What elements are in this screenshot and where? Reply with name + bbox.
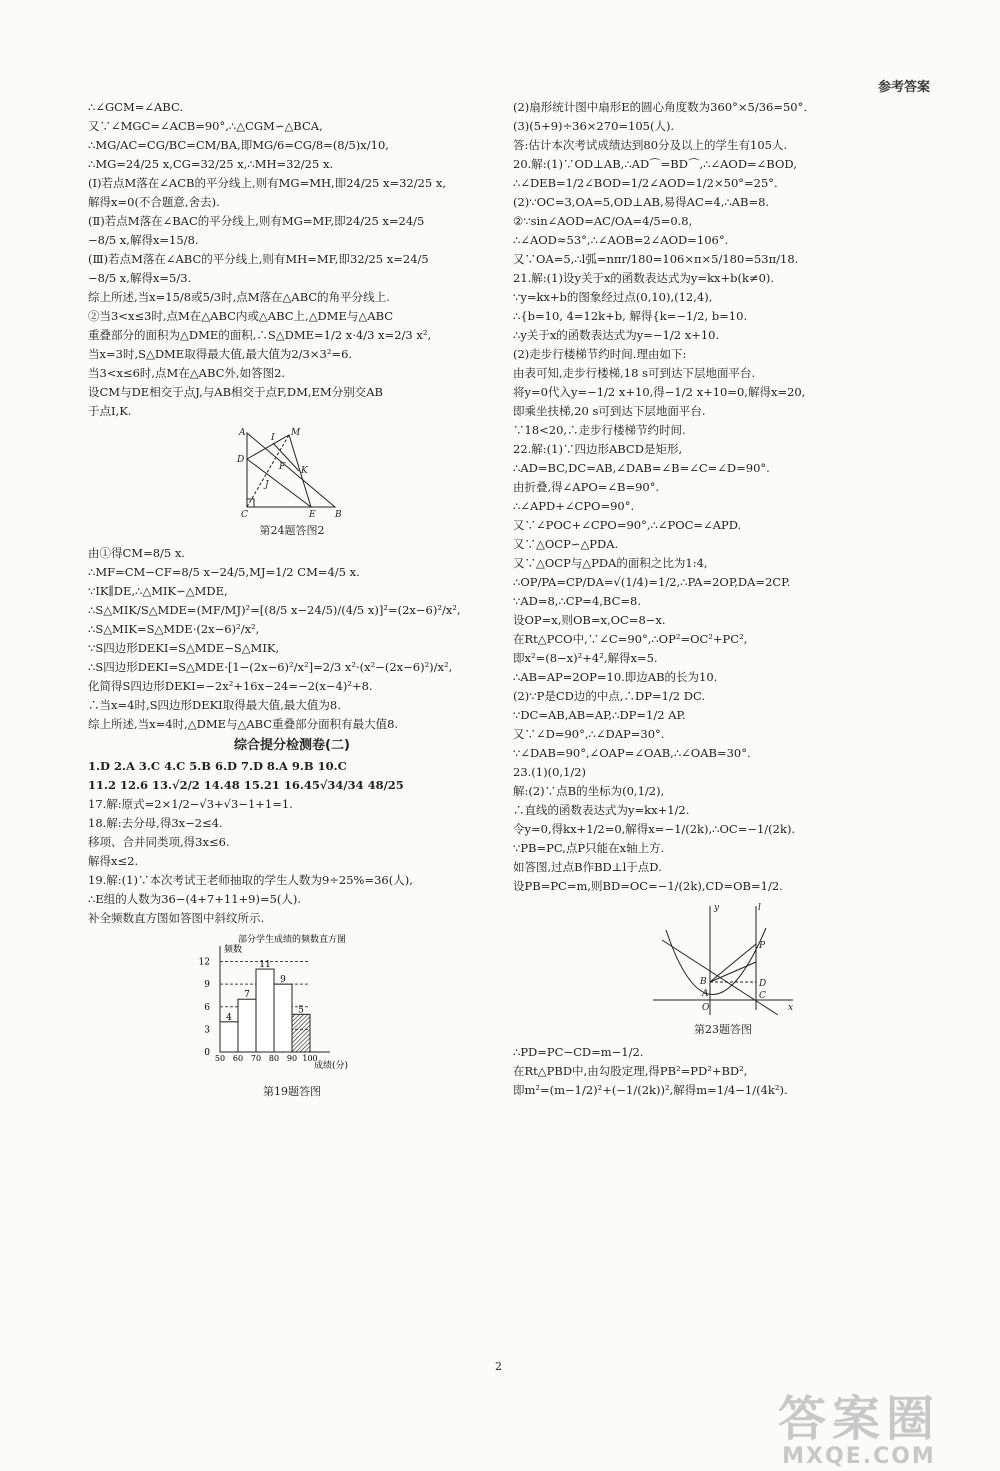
left-col-a-line: −8/5 x,解得x=5/3. <box>88 271 192 285</box>
right-col-a-line: 在Rt△PCO中,∵∠C=90°,∴OP²=OC²+PC², <box>513 632 748 646</box>
section-title: 综合提分检测卷(二) <box>234 738 350 753</box>
svg-text:A: A <box>702 989 709 999</box>
right-col-a-line: ∵DC=AB,AB=AP,∴DP=1/2 AP. <box>513 708 686 722</box>
right-col-a-line: ∴∠DEB=1/2∠BOD=1/2∠AOD=1/2×50°=25°. <box>513 176 778 190</box>
x-tick-label: 60 <box>232 1054 244 1063</box>
left-col-b-line: 综上所述,当x=4时,△DME与△ABC重叠部分面积有最大值8. <box>88 717 399 731</box>
figure-19-caption: 第19题答图 <box>263 1085 321 1098</box>
right-col-a-line: 23.(1)(0,1/2) <box>513 765 587 779</box>
right-col-a-line: ②∵sin∠AOD=AC/OA=4/5=0.8, <box>513 214 693 228</box>
svg-text:O: O <box>702 1003 710 1013</box>
svg-text:B: B <box>700 977 707 987</box>
left-col-b-line: ∴MF=CM−CF=8/5 x−24/5,MJ=1/2 CM=4/5 x. <box>88 565 360 579</box>
histogram-chart <box>182 932 402 1082</box>
right-column <box>513 98 933 1100</box>
left-col-a-line: 解得x=0(不合题意,舍去). <box>88 195 220 209</box>
right-col-a-line: ∴∠AOD≈53°,∴∠AOB=2∠AOD=106°. <box>513 233 729 247</box>
histogram-bar <box>274 984 292 1052</box>
y-tick-label: 9 <box>204 980 210 991</box>
geometry-diagram-24 <box>227 425 357 521</box>
left-col-c-line: 解得x≤2. <box>88 854 139 868</box>
x-tick-label: 100 <box>302 1054 318 1063</box>
right-col-a-line: ∴{b=10, 4=12k+b, 解得{k=−1/2, b=10. <box>513 309 748 323</box>
histogram-bar <box>220 1022 238 1052</box>
svg-text:J: J <box>265 480 269 490</box>
y-axis-label: 频数 <box>224 945 243 955</box>
right-col-a-line: (2)扇形统计图中扇形E的圆心角度数为360°×5/36=50°. <box>513 100 808 114</box>
left-col-a-line: −8/5 x,解得x=15/8. <box>88 233 199 247</box>
right-col-a-line: ∵18<20,∴走步行楼梯节约时间. <box>513 423 686 437</box>
right-col-a-line: 设OP=x,则OB=x,OC=8−x. <box>513 613 666 627</box>
figure-23-caption: 第23题答图 <box>694 1023 752 1036</box>
right-col-a-line: 又∵∠POC+∠CPO=90°,∴∠POC=∠APD. <box>513 518 742 532</box>
svg-text:A: A <box>239 428 246 438</box>
figure-24 <box>88 425 496 540</box>
left-col-a-line: ∴∠GCM=∠ABC. <box>88 100 183 114</box>
right-col-a-line: (2)∵OC=3,OA=5,OD⊥AB,易得AC=4,∴AB=8. <box>513 195 770 209</box>
right-col-a-line: 令y=0,得kx+1/2=0,解得x=−1/(2k),∴OC=−1/(2k). <box>513 822 796 836</box>
figure-23 <box>513 900 933 1039</box>
left-col-a-line: 综上所述,当x=15/8或5/3时,点M落在△ABC的角平分线上. <box>88 290 390 304</box>
left-block-a <box>88 98 496 421</box>
bar-value-label: 4 <box>226 1012 232 1023</box>
left-col-a-line: ∴MG=24/25 x,CG=32/25 x,∴MH=32/25 x. <box>88 157 334 171</box>
x-tick-label: 70 <box>250 1054 262 1063</box>
right-col-b-line: 即m²=(m−1/2)²+(−1/(2k))²,解得m=1/4−1/(4k²). <box>513 1083 788 1097</box>
left-col-a-line: ②当3<x≤3时,点M在△ABC内或△ABC上,△DME与△ABC <box>88 309 394 323</box>
left-col-b-line: ∴S四边形DEKI=S△MDE·[1−(2x−6)²/x²]=2/3 x²·(x²−(2x−6)²)/x², <box>88 660 453 674</box>
left-col-a-line: 于点I,K. <box>88 404 132 418</box>
svg-text:l: l <box>758 903 761 913</box>
answers-row-1: 1.D 2.A 3.C 4.C 5.B 6.D 7.D 8.A 9.B 10.C <box>88 759 347 773</box>
bar-value-label: 9 <box>280 975 286 986</box>
histogram-bar <box>292 1014 310 1052</box>
right-col-a-line: 22.解:(1)∵四边形ABCD是矩形, <box>513 442 683 456</box>
watermark-logo <box>777 1391 940 1469</box>
svg-text:K: K <box>301 466 308 476</box>
figure-19 <box>88 932 496 1101</box>
svg-text:E: E <box>309 510 316 520</box>
left-col-a-line: ∴MG/AC=CG/BC=CM/BA,即MG/6=CG/8=(8/5)x/10, <box>88 138 389 152</box>
svg-text:I: I <box>271 433 275 443</box>
left-col-a-line: 重叠部分的面积为△DME的面积,∴S△DME=1/2 x·4/3 x=2/3 x², <box>88 328 432 342</box>
right-col-a-line: 即x²=(8−x)²+4²,解得x=5. <box>513 651 658 665</box>
y-tick-label: 12 <box>198 957 210 968</box>
left-col-c-line: ∴E组的人数为36−(4+7+11+9)=5(人). <box>88 892 302 906</box>
svg-text:C: C <box>241 510 248 520</box>
right-col-a-line: 即乘坐扶梯,20 s可到达下层地面平台. <box>513 404 706 418</box>
right-col-b-line: ∴PD=PC−CD=m−1/2. <box>513 1045 644 1059</box>
left-col-a-line: (Ⅰ)若点M落在∠ACB的平分线上,则有MG=MH,即24/25 x=32/25 x, <box>88 176 447 190</box>
left-col-a-line: (Ⅲ)若点M落在∠ABC的平分线上,则有MH=MF,即32/25 x=24/5 <box>88 252 429 266</box>
right-col-a-line: ∵AD=8,∴CP=4,BC=8. <box>513 594 641 608</box>
right-col-a-line: ∵PB=PC,点P只能在x轴上方. <box>513 841 665 855</box>
figure-24-caption: 第24题答图2 <box>259 524 325 537</box>
left-col-a-line: (Ⅱ)若点M落在∠BAC的平分线上,则有MG=MF,即24/25 x=24/5 <box>88 214 425 228</box>
svg-text:C: C <box>759 991 766 1001</box>
right-col-a-line: ∵y=kx+b的图象经过点(0,10),(12,4), <box>513 290 713 304</box>
right-col-a-line: ∴直线的函数表达式为y=kx+1/2. <box>513 803 690 817</box>
page-header: 参考答案 <box>877 80 930 95</box>
right-col-a-line: 又∵∠D=90°,∴∠DAP=30°. <box>513 727 665 741</box>
parabola-diagram-23 <box>648 900 798 1020</box>
right-col-a-line: ∴AD=BC,DC=AB,∠DAB=∠B=∠C=∠D=90°. <box>513 461 770 475</box>
x-tick-label: 90 <box>286 1054 298 1063</box>
right-col-a-line: 将y=0代入y=−1/2 x+10,得−1/2 x+10=0,解得x=20, <box>513 385 806 399</box>
histogram-bar <box>256 969 274 1052</box>
right-col-b-line: 在Rt△PBD中,由勾股定理,得PB²=PD²+BD², <box>513 1064 748 1078</box>
histogram-bar <box>238 999 256 1052</box>
left-col-b-line: ∵IK∥DE,∴△MIK∽△MDE, <box>88 584 228 598</box>
right-col-a-line: 答:估计本次考试成绩达到80分及以上的学生有105人. <box>513 138 788 152</box>
right-col-a-line: 20.解:(1)∵OD⊥AB,∴AD⌒=BD⌒,∴∠AOD=∠BOD, <box>513 157 797 171</box>
svg-text:x: x <box>788 1003 794 1013</box>
right-col-a-line: (2)走步行楼梯节约时间.理由如下: <box>513 347 687 361</box>
y-tick-label: 3 <box>204 1025 210 1036</box>
svg-text:D: D <box>237 455 245 465</box>
left-col-c-line: 移项、合并同类项,得3x≤6. <box>88 835 230 849</box>
left-col-c-line: 补全频数直方图如答图中斜纹所示. <box>88 911 265 925</box>
bar-value-label: 11 <box>259 960 271 971</box>
y-tick-label: 6 <box>204 1002 210 1013</box>
x-axis-label: 成绩(分) <box>314 1061 349 1071</box>
svg-text:y: y <box>714 903 720 913</box>
right-block-a <box>513 98 933 896</box>
right-col-a-line: 由表可知,走步行楼梯,18 s可到达下层地面平台. <box>513 366 756 380</box>
left-col-b-line: ∵S四边形DEKI=S△MDE−S△MIK, <box>88 641 280 655</box>
left-col-c-line: 19.解:(1)∵本次考试王老师抽取的学生人数为9÷25%=36(人), <box>88 873 413 887</box>
right-col-a-line: 如答图,过点B作BD⊥l于点D. <box>513 860 662 874</box>
svg-text:M: M <box>291 428 301 438</box>
watermark-line-1: 答案圈 <box>777 1391 940 1447</box>
left-block-b <box>88 544 496 734</box>
svg-text:B: B <box>335 510 342 520</box>
right-col-a-line: 又∵OA=5,∴l弧=nπr/180=106×π×5/180=53π/18. <box>513 252 799 266</box>
right-col-a-line: ∴OP/PA=CP/DA=√(1/4)=1/2,∴PA=2OP,DA=2CP. <box>513 575 791 589</box>
right-col-a-line: 由折叠,得∠APO=∠B=90°. <box>513 480 660 494</box>
right-col-a-line: (2)∵P是CD边的中点,∴DP=1/2 DC. <box>513 689 706 703</box>
right-col-a-line: 21.解:(1)设y关于x的函数表达式为y=kx+b(k≠0). <box>513 271 775 285</box>
left-col-b-line: ∴S△MIK/S△MDE=(MF/MJ)²=[(8/5 x−24/5)/(4/5 x)]²=(2x−6)²/x², <box>88 603 461 617</box>
left-col-a-line: 又∵∠MGC=∠ACB=90°,∴△CGM∽△BCA, <box>88 119 323 133</box>
right-col-a-line: 设PB=PC=m,则BD=OC=−1/(2k),CD=OB=1/2. <box>513 879 783 893</box>
right-col-a-line: ∴AB=AP=2OP=10.即边AB的长为10. <box>513 670 718 684</box>
right-block-b <box>513 1043 933 1100</box>
left-col-c-line: 17.解:原式=2×1/2−√3+√3−1+1=1. <box>88 797 293 811</box>
svg-text:P: P <box>759 941 766 951</box>
left-col-a-line: 设CM与DE相交于点J,与AB相交于点F,DM,EM分别交AB <box>88 385 383 399</box>
left-col-b-line: ∴当x=4时,S四边形DEKI取得最大值,最大值为8. <box>88 698 341 712</box>
svg-text:D: D <box>759 979 767 989</box>
left-column <box>88 98 496 1105</box>
y-tick-label: 0 <box>204 1048 210 1058</box>
answers-row-2: 11.2 12.6 13.√2/2 14.48 15.21 16.45√34/34 48/25 <box>88 778 404 792</box>
left-col-b-line: 由①得CM=8/5 x. <box>88 546 186 560</box>
right-col-a-line: ∵∠DAB=90°,∠OAP=∠OAB,∴∠OAB=30°. <box>513 746 751 760</box>
left-col-a-line: 当x=3时,S△DME取得最大值,最大值为2/3×3²=6. <box>88 347 353 361</box>
right-col-a-line: (3)(5+9)÷36×270=105(人). <box>513 119 675 133</box>
watermark-line-2: MXQE.COM <box>782 1444 936 1469</box>
svg-text:F: F <box>279 462 286 472</box>
bar-value-label: 5 <box>298 1005 304 1016</box>
right-col-a-line: ∴y关于x的函数表达式为y=−1/2 x+10. <box>513 328 720 342</box>
left-col-a-line: 当3<x≤6时,点M在△ABC外,如答图2. <box>88 366 286 380</box>
right-col-a-line: 解:(2)∵点B的坐标为(0,1/2), <box>513 784 665 798</box>
page-number: 2 <box>495 1360 502 1373</box>
right-col-a-line: 又∵△OCP与△PDA的面积之比为1:4, <box>513 556 708 570</box>
left-col-b-line: 化简得S四边形DEKI=−2x²+16x−24=−2(x−4)²+8. <box>88 679 373 693</box>
left-col-c-line: 18.解:去分母,得3x−2≤4. <box>88 816 223 830</box>
right-col-a-line: ∴∠APD+∠CPO=90°. <box>513 499 635 513</box>
chart-title: 部分学生成绩的频数直方图 <box>237 935 347 945</box>
x-tick-label: 50 <box>214 1054 226 1063</box>
x-tick-label: 80 <box>268 1054 280 1063</box>
bar-value-label: 7 <box>244 990 250 1001</box>
left-block-c <box>88 795 496 928</box>
left-col-b-line: ∴S△MIK=S△MDE·(2x−6)²/x², <box>88 622 260 636</box>
right-col-a-line: 又∵△OCP∽△PDA. <box>513 537 619 551</box>
